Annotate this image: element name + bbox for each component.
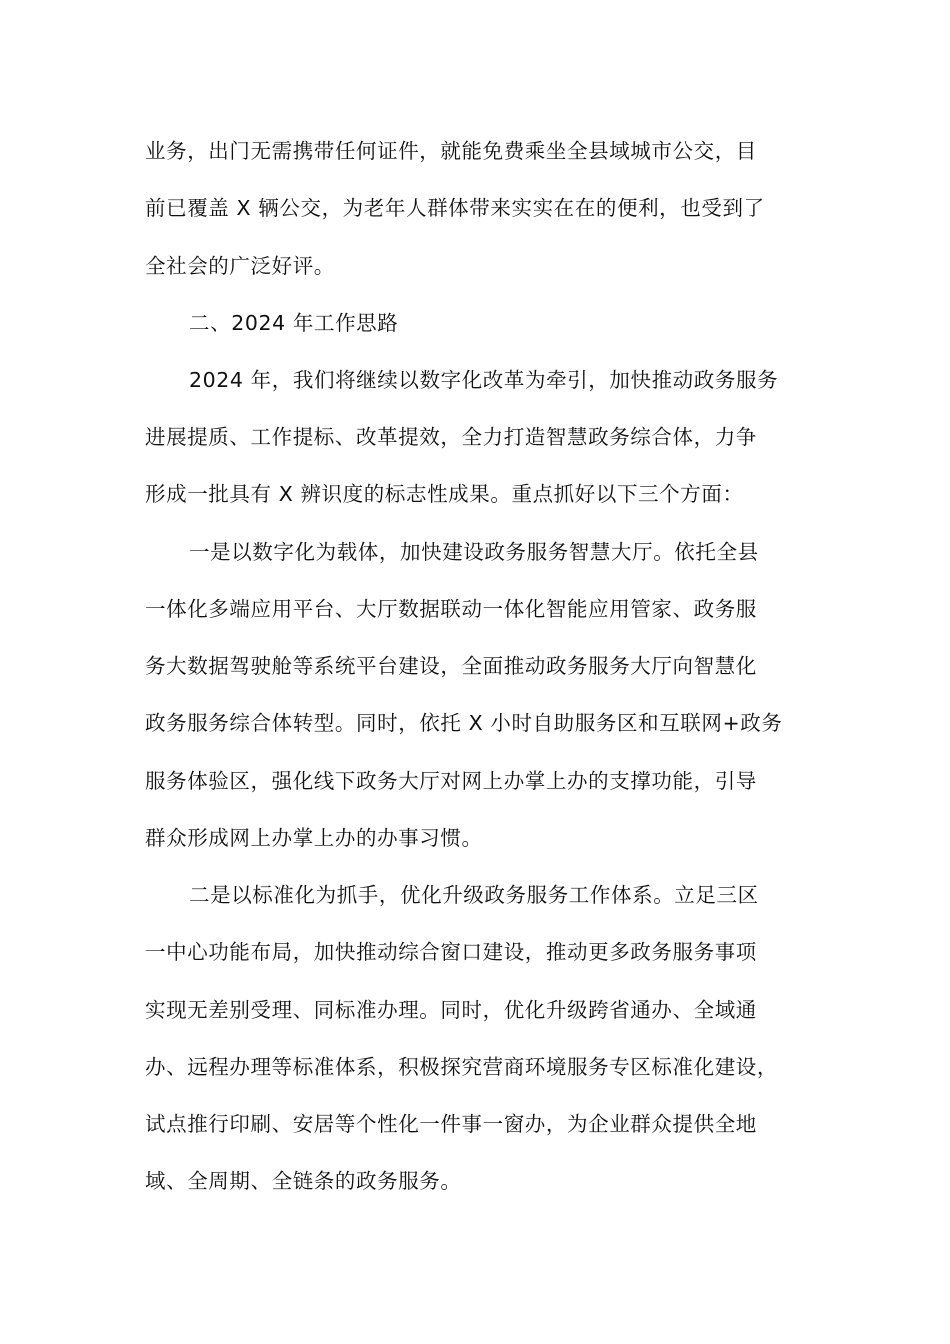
paragraph-2-line-2: 进展提质、工作提标、改革提效，全力打造智慧政务综合体，力争 — [145, 425, 757, 449]
paragraph-2-line-3: 形成一批具有 X 辨识度的标志性成果。重点抓好以下三个方面： — [145, 482, 744, 506]
paragraph-4-line-3: 实现无差别受理、同标准办理。同时，优化升级跨省通办、全域通 — [145, 998, 757, 1022]
paragraph-1-line-3: 全社会的广泛好评。 — [145, 254, 335, 278]
paragraph-3-line-5: 服务体验区，强化线下政务大厅对网上办掌上办的支撑功能，引导 — [145, 769, 757, 793]
paragraph-4-line-1: 二是以标准化为抓手，优化升级政务服务工作体系。立足三区 — [189, 883, 759, 907]
paragraph-1-line-1: 业务，出门无需携带任何证件，就能免费乘坐全县域城市公交，目 — [145, 139, 757, 163]
paragraph-1-line-2: 前已覆盖 X 辆公交，为老年人群体带来实实在在的便利，也受到了 — [145, 196, 765, 220]
paragraph-3-line-4: 政务服务综合体转型。同时，依托 X 小时自助服务区和互联网+政务 — [145, 711, 783, 735]
paragraph-3-line-1: 一是以数字化为载体，加快建设政务服务智慧大厅。依托全县 — [189, 540, 759, 564]
paragraph-2-line-1: 2024 年，我们将继续以数字化改革为牵引，加快推动政务服务 — [189, 368, 779, 392]
paragraph-3-line-3: 务大数据驾驶舱等系统平台建设，全面推动政务服务大厅向智慧化 — [145, 654, 757, 678]
paragraph-4-line-5: 试点推行印刷、安居等个性化一件事一窗办，为企业群众提供全地 — [145, 1112, 757, 1136]
paragraph-4-line-6: 域、全周期、全链条的政务服务。 — [145, 1169, 462, 1193]
paragraph-4-line-2: 一中心功能布局，加快推动综合窗口建设，推动更多政务服务事项 — [145, 940, 757, 964]
paragraph-4-line-4: 办、远程办理等标准体系，积极探究营商环境服务专区标准化建设， — [145, 1055, 778, 1079]
section-heading: 二、2024 年工作思路 — [189, 311, 399, 335]
paragraph-3-line-2: 一体化多端应用平台、大厅数据联动一体化智能应用管家、政务服 — [145, 597, 757, 621]
paragraph-3-line-6: 群众形成网上办掌上办的办事习惯。 — [145, 826, 483, 850]
